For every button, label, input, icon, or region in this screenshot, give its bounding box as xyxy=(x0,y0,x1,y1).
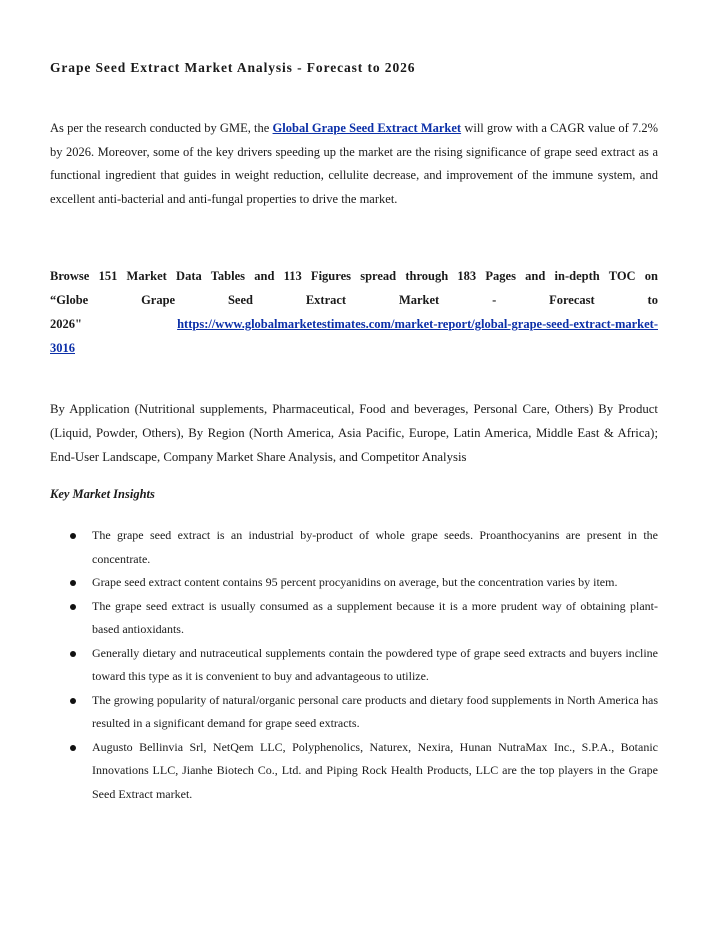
intro-text-after: will grow with a CAGR value of 7.2% by 2026. Moreover, some of the key drivers speeding up the market are the rising significance of grape seed extract as a functional ingredient that guides in weight reduction, cellulite decrease, and improvement of the immune system, and excellent anti-bacterial and anti-fungal properties to drive the market. xyxy=(50,121,658,206)
list-item xyxy=(50,524,658,571)
document-title: Grape Seed Extract Market Analysis - Forecast to 2026 xyxy=(50,60,416,75)
browse-word: Forecast xyxy=(549,293,595,307)
report-url-link[interactable]: https://www.globalmarketestimates.com/market-report/global-grape-seed-extract-market- xyxy=(177,317,658,331)
insights-list xyxy=(50,524,658,806)
list-item xyxy=(50,736,658,807)
browse-paragraph xyxy=(50,264,658,360)
browse-line-2 xyxy=(50,288,658,312)
list-item-text: The grape seed extract is usually consumed as a supplement because it is a more prudent way of obtaining plant-based antioxidants. xyxy=(92,598,658,636)
bullet-icon xyxy=(70,533,76,539)
segmentation-paragraph: By Application (Nutritional supplements, Pharmaceutical, Food and beverages, Personal Care, Others) By Product (Liquid, Powder, Others), By Region (North America, Asia Pacific, Europe, Latin America, Middle East & Africa); End-User Landscape, Company Market Share Analysis, and Competitor Analysis xyxy=(50,402,658,464)
list-item xyxy=(50,571,658,595)
bullet-icon xyxy=(70,604,76,610)
list-item xyxy=(50,595,658,642)
list-item-text: The growing popularity of natural/organic personal care products and dietary food supplements in North America has resulted in a significant demand for grape seed extracts. xyxy=(92,692,658,730)
bullet-icon xyxy=(70,580,76,586)
browse-word: - xyxy=(492,293,497,307)
report-url-link-continued[interactable]: 3016 xyxy=(50,341,75,355)
list-item-text: Augusto Bellinvia Srl, NetQem LLC, Polyphenolics, Naturex, Nexira, Hunan NutraMax Inc., S.P.A., Botanic Innovations LLC, Jianhe Biotech Co., Ltd. and Piping Rock Health Products, LLC are the top players in the Grape Seed Extract market. xyxy=(92,739,658,801)
bullet-icon xyxy=(70,698,76,704)
intro-text-before: As per the research conducted by GME, the xyxy=(50,121,273,135)
list-item-text: Generally dietary and nutraceutical supplements contain the powdered type of grape seed extracts and buyers incline toward this type as it is convenient to buy and advantageous to utilize. xyxy=(92,645,658,683)
list-item-text: The grape seed extract is an industrial by-product of whole grape seeds. Proanthocyanins are present in the concentrate. xyxy=(92,528,658,566)
browse-word: Grape xyxy=(141,293,176,307)
bullet-icon xyxy=(70,745,76,751)
key-market-insights-heading: Key Market Insights xyxy=(50,487,155,501)
browse-year: 2026" xyxy=(50,317,82,331)
list-item-text: Grape seed extract content contains 95 percent procyanidins on average, but the concentration varies by item. xyxy=(92,575,618,589)
browse-word: Seed xyxy=(227,293,253,307)
browse-word: Extract xyxy=(305,293,347,307)
list-item xyxy=(50,642,658,689)
intro-paragraph xyxy=(50,117,658,211)
browse-word: Market xyxy=(398,293,440,307)
browse-line-1: Browse 151 Market Data Tables and 113 Figures spread through 183 Pages and in-depth TOC on xyxy=(50,269,658,283)
browse-line-3 xyxy=(50,312,658,336)
bullet-icon xyxy=(70,651,76,657)
browse-word: to xyxy=(647,293,658,307)
global-grape-seed-extract-market-link[interactable]: Global Grape Seed Extract Market xyxy=(272,121,462,135)
browse-word: “Globe xyxy=(50,293,89,307)
list-item xyxy=(50,689,658,736)
